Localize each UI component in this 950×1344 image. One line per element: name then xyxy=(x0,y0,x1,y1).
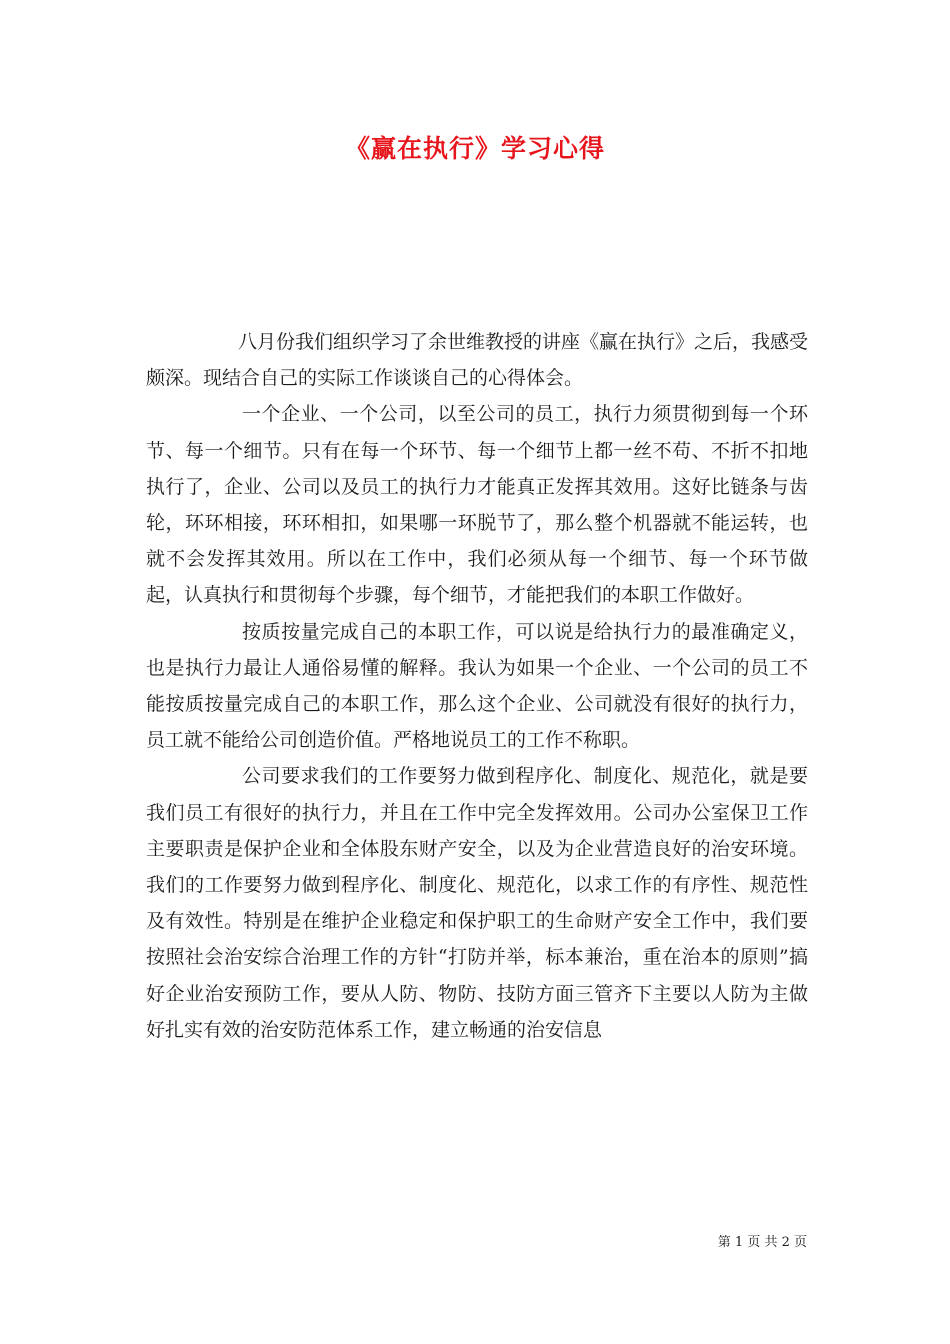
document-body xyxy=(146,324,808,1048)
page-number-footer: 第 1 页 共 2 页 xyxy=(717,1235,807,1250)
paragraph-2: 一个企业、一个公司，以至公司的员工，执行力须贯彻到每一个环节、每一个细节。只有在每一个环节、每一个细节上都一丝不苟、不折不扣地执行了，企业、公司以及员工的执行力才能真正发挥其效用。这好比链条与齿轮，环环相接，环环相扣，如果哪一环脱节了，那么整个机器就不能运转，也就不会发挥其效用。所以在工作中，我们必须从每一个细节、每一个环节做起，认真执行和贯彻每个步骤，每个细节，才能把我们的本职工作做好。 xyxy=(146,403,808,607)
paragraph-3: 按质按量完成自己的本职工作，可以说是给执行力的最准确定义，也是执行力最让人通俗易懂的解释。我认为如果一个企业、一个公司的员工不能按质按量完成自己的本职工作，那么这个企业、公司就没有很好的执行力，员工就不能给公司创造价值。严格地说员工的工作不称职。 xyxy=(146,620,808,752)
paragraph-1: 八月份我们组织学习了余世维教授的讲座《赢在执行》之后，我感受颇深。现结合自己的实际工作谈谈自己的心得体会。 xyxy=(146,331,809,390)
document-title: 《赢在执行》学习心得 xyxy=(344,134,605,163)
paragraph-4: 公司要求我们的工作要努力做到程序化、制度化、规范化，就是要我们员工有很好的执行力，并且在工作中完全发挥效用。公司办公室保卫工作主要职责是保护企业和全体股东财产安全，以及为企业营造良好的治安环境。我们的工作要努力做到程序化、制度化、规范化，以求工作的有序性、规范性及有效性。特别是在维护企业稳定和保护职工的生命财产安全工作中，我们要按照社会治安综合治理工作的方针“打防并举，标本兼治，重在治本的原则”搞好企业治安预防工作，要从人防、物防、技防方面三管齐下主要以人防为主做好扎实有效的治安防范体系工作，建立畅通的治安信息 xyxy=(146,765,808,1041)
